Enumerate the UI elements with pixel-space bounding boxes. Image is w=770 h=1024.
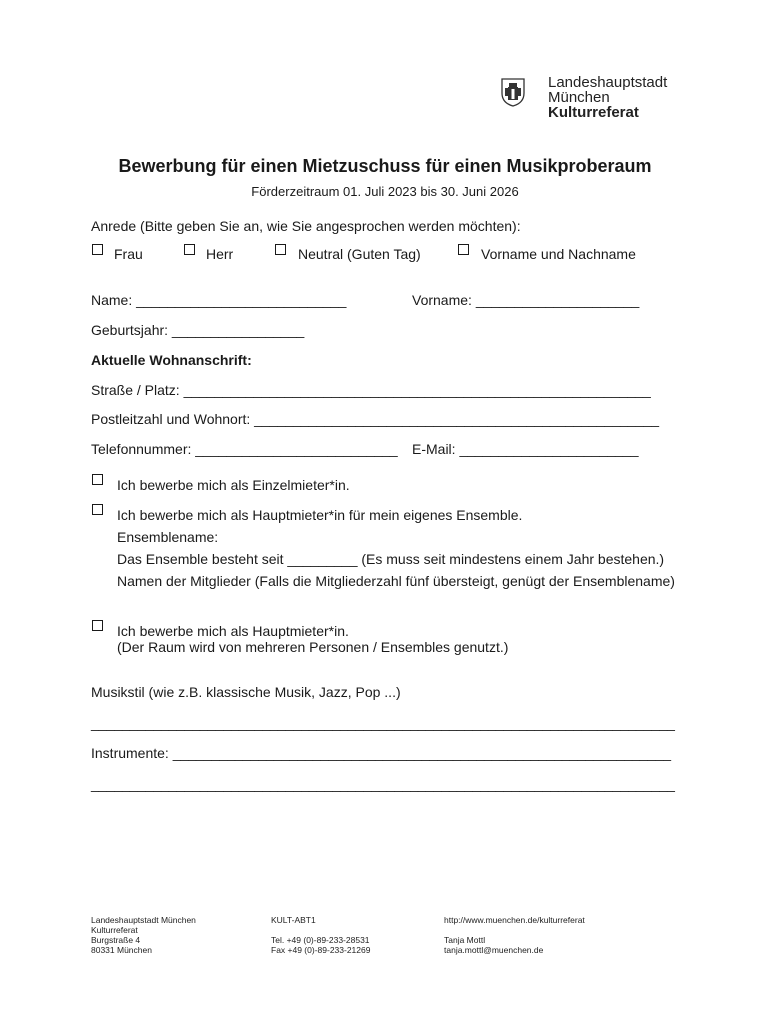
munich-seal-icon — [500, 77, 526, 107]
hauptmieter-label: Ich bewerbe mich als Hauptmieter*in. — [117, 623, 349, 639]
telefon-field[interactable]: Telefonnummer: __________________________ — [91, 441, 398, 457]
footer-phone: Tel. +49 (0)-89-233-28531 — [271, 935, 370, 945]
page-title: Bewerbung für einen Mietzuschuss für einen Musikproberaum — [118, 156, 652, 176]
hauptmieter-ensemble-label: Ich bewerbe mich als Hauptmieter*in für mein eigenes Ensemble. — [117, 507, 523, 523]
geburtsjahr-field[interactable]: Geburtsjahr: _________________ — [91, 322, 305, 338]
logo-wordmark — [548, 75, 667, 120]
footer-address-line: Burgstraße 4 — [91, 935, 141, 945]
einzelmieter-label: Ich bewerbe mich als Einzelmieter*in. — [117, 477, 350, 493]
name-field[interactable]: Name: ___________________________ — [91, 292, 347, 308]
footer-address — [91, 915, 196, 955]
logo-line-2: München — [548, 89, 610, 106]
checkbox-hauptmieter[interactable] — [92, 620, 103, 631]
checkbox-vorname-nachname[interactable] — [458, 244, 469, 255]
option-vorname-nachname-label: Vorname und Nachname — [481, 246, 636, 262]
musikstil-label: Musikstil (wie z.B. klassische Musik, Jazz, Pop ...) — [91, 684, 401, 700]
instrumente-field[interactable]: Instrumente: ________________________________________________________________ — [91, 745, 672, 761]
checkbox-neutral[interactable] — [275, 244, 286, 255]
wohnanschrift-heading: Aktuelle Wohnanschrift: — [91, 352, 252, 368]
footer-dept-code: KULT-ABT1 — [271, 915, 316, 925]
email-field[interactable]: E-Mail: _______________________ — [412, 441, 639, 457]
footer-contact-name: Tanja Mottl — [444, 935, 486, 945]
logo-line-3: Kulturreferat — [548, 104, 639, 121]
footer-address-line: Landeshauptstadt München — [91, 915, 196, 925]
logo-line-1: Landeshauptstadt — [548, 74, 668, 91]
footer-fax: Fax +49 (0)-89-233-21269 — [271, 945, 371, 955]
ensemble-besteht-seit-field[interactable]: Das Ensemble besteht seit _________ (Es muss seit mindestens einem Jahr bestehen.) — [117, 551, 665, 567]
footer-email-link[interactable]: tanja.mottl@muenchen.de — [444, 945, 544, 955]
option-neutral-label: Neutral (Guten Tag) — [298, 246, 421, 262]
vorname-field[interactable]: Vorname: _____________________ — [412, 292, 640, 308]
footer-website-link[interactable]: http://www.muenchen.de/kulturreferat — [444, 915, 585, 925]
footer-department — [271, 915, 370, 955]
checkbox-frau[interactable] — [92, 244, 103, 255]
instrumente-line[interactable]: ___________________________________________________________________________ — [91, 776, 675, 792]
musikstil-line[interactable]: ___________________________________________________________________________ — [91, 715, 675, 731]
checkbox-hauptmieter-ensemble[interactable] — [92, 504, 103, 515]
plz-wohnort-field[interactable]: Postleitzahl und Wohnort: ____________________________________________________ — [91, 411, 660, 427]
footer-address-line: 80331 München — [91, 945, 152, 955]
checkbox-herr[interactable] — [184, 244, 195, 255]
checkbox-einzelmieter[interactable] — [92, 474, 103, 485]
ensemblename-field[interactable]: Ensemblename: — [117, 529, 219, 545]
option-frau-label: Frau — [114, 246, 143, 262]
mitglieder-field[interactable]: Namen der Mitglieder (Falls die Mitgliederzahl fünf übersteigt, genügt der Ensemblename) — [117, 573, 675, 589]
strasse-field[interactable]: Straße / Platz: ____________________________________________________________ — [91, 382, 651, 398]
page-subtitle: Förderzeitraum 01. Juli 2023 bis 30. Juni 2026 — [251, 184, 519, 199]
footer-contact — [444, 915, 585, 955]
option-herr-label: Herr — [206, 246, 234, 262]
anrede-prompt: Anrede (Bitte geben Sie an, wie Sie angesprochen werden möchten): — [91, 218, 521, 234]
footer-address-line: Kulturreferat — [91, 925, 138, 935]
hauptmieter-note: (Der Raum wird von mehreren Personen / Ensembles genutzt.) — [117, 639, 509, 655]
